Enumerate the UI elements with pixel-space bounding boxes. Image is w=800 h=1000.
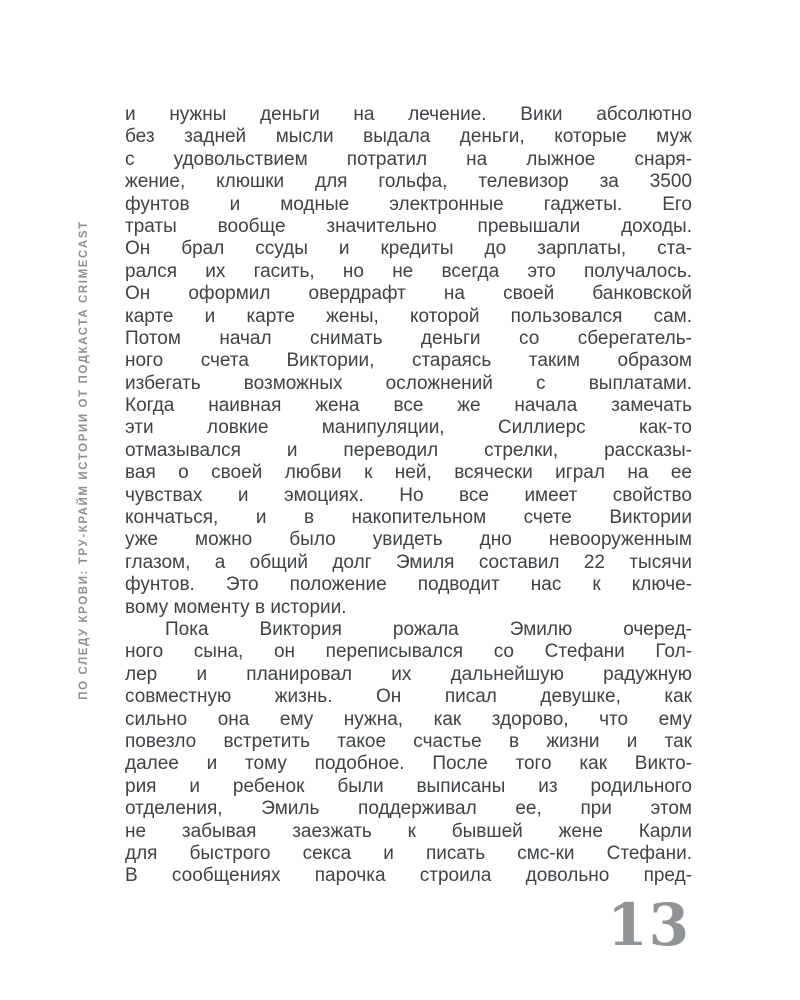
- text-line: эти ловкие манипуляции, Силлиерс как-то: [125, 417, 692, 439]
- text-line: далее и тому подобное. После того как Викто-: [125, 753, 692, 775]
- paragraph: [125, 619, 692, 888]
- text-line: Пока Виктория рожала Эмилю очеред-: [165, 618, 692, 640]
- text-line: траты вообще значительно превышали доходы.: [125, 215, 692, 237]
- text-line: рия и ребенок были выписаны из родильного: [125, 775, 692, 797]
- text-line: повезло встретить такое счастье в жизни и так: [125, 730, 692, 752]
- text-line: чувствах и эмоциях. Но все имеет свойство: [125, 484, 692, 506]
- text-line: вая о своей любви к ней, всячески играл на ее: [125, 462, 692, 484]
- text-line: ного сына, он переписывался со Стефани Гол-: [125, 641, 692, 663]
- text-line: Он оформил овердрафт на своей банковской: [125, 283, 692, 305]
- text-line: сильно она ему нужна, как здорово, что ему: [125, 708, 692, 730]
- text-line: с удовольствием потратил на лыжное снаря-: [125, 148, 692, 170]
- text-line: глазом, а общий долг Эмиля составил 22 тысячи: [125, 551, 692, 573]
- text-line: для быстрого секса и писать смс-ки Стефани.: [125, 842, 692, 864]
- text-line: Он брал ссуды и кредиты до зарплаты, ста-: [125, 238, 692, 260]
- text-line: кончаться, и в накопительном счете Виктории: [125, 507, 692, 529]
- text-line: и нужны деньги на лечение. Вики абсолютно: [125, 104, 692, 125]
- text-line: уже можно было увидеть дно невооруженным: [125, 529, 692, 551]
- text-line: Когда наивная жена все же начала замечать: [125, 395, 692, 417]
- text-line: не забывая заезжать к бывшей жене Карли: [125, 820, 692, 842]
- paragraph: [125, 104, 692, 619]
- text-line: совместную жизнь. Он писал девушке, как: [125, 686, 692, 708]
- book-running-title: ПО СЛЕДУ КРОВИ: ТРУ-КРАЙМ ИСТОРИИ ОТ ПОДКАСТА CRIMECAST: [78, 220, 90, 700]
- text-line: фунтов. Это положение подводит нас к ключе-: [125, 574, 692, 596]
- text-line: фунтов и модные электронные гаджеты. Его: [125, 193, 692, 215]
- text-line: без задней мысли выдала деньги, которые муж: [125, 126, 692, 148]
- page-number: 13: [607, 891, 690, 959]
- text-line: избегать возможных осложнений с выплатами.: [125, 372, 692, 394]
- text-line: ного счета Виктории, стараясь таким образом: [125, 350, 692, 372]
- text-line: Потом начал снимать деньги со сберегатель-: [125, 327, 692, 349]
- text-line: отделения, Эмиль поддерживал ее, при этом: [125, 798, 692, 820]
- text-line: вому моменту в истории.: [125, 596, 347, 618]
- text-line: лер и планировал их дальнейшую радужную: [125, 663, 692, 685]
- text-line: отмазывался и переводил стрелки, рассказы-: [125, 439, 692, 461]
- text-line: В сообщениях парочка строила довольно пред-: [125, 865, 692, 887]
- text-block: [125, 104, 692, 888]
- text-line: карте и карте жены, которой пользовался сам.: [125, 305, 692, 327]
- text-line: жение, клюшки для гольфа, телевизор за 3500: [125, 171, 692, 193]
- text-line: рался их гасить, но не всегда это получалось.: [125, 260, 692, 282]
